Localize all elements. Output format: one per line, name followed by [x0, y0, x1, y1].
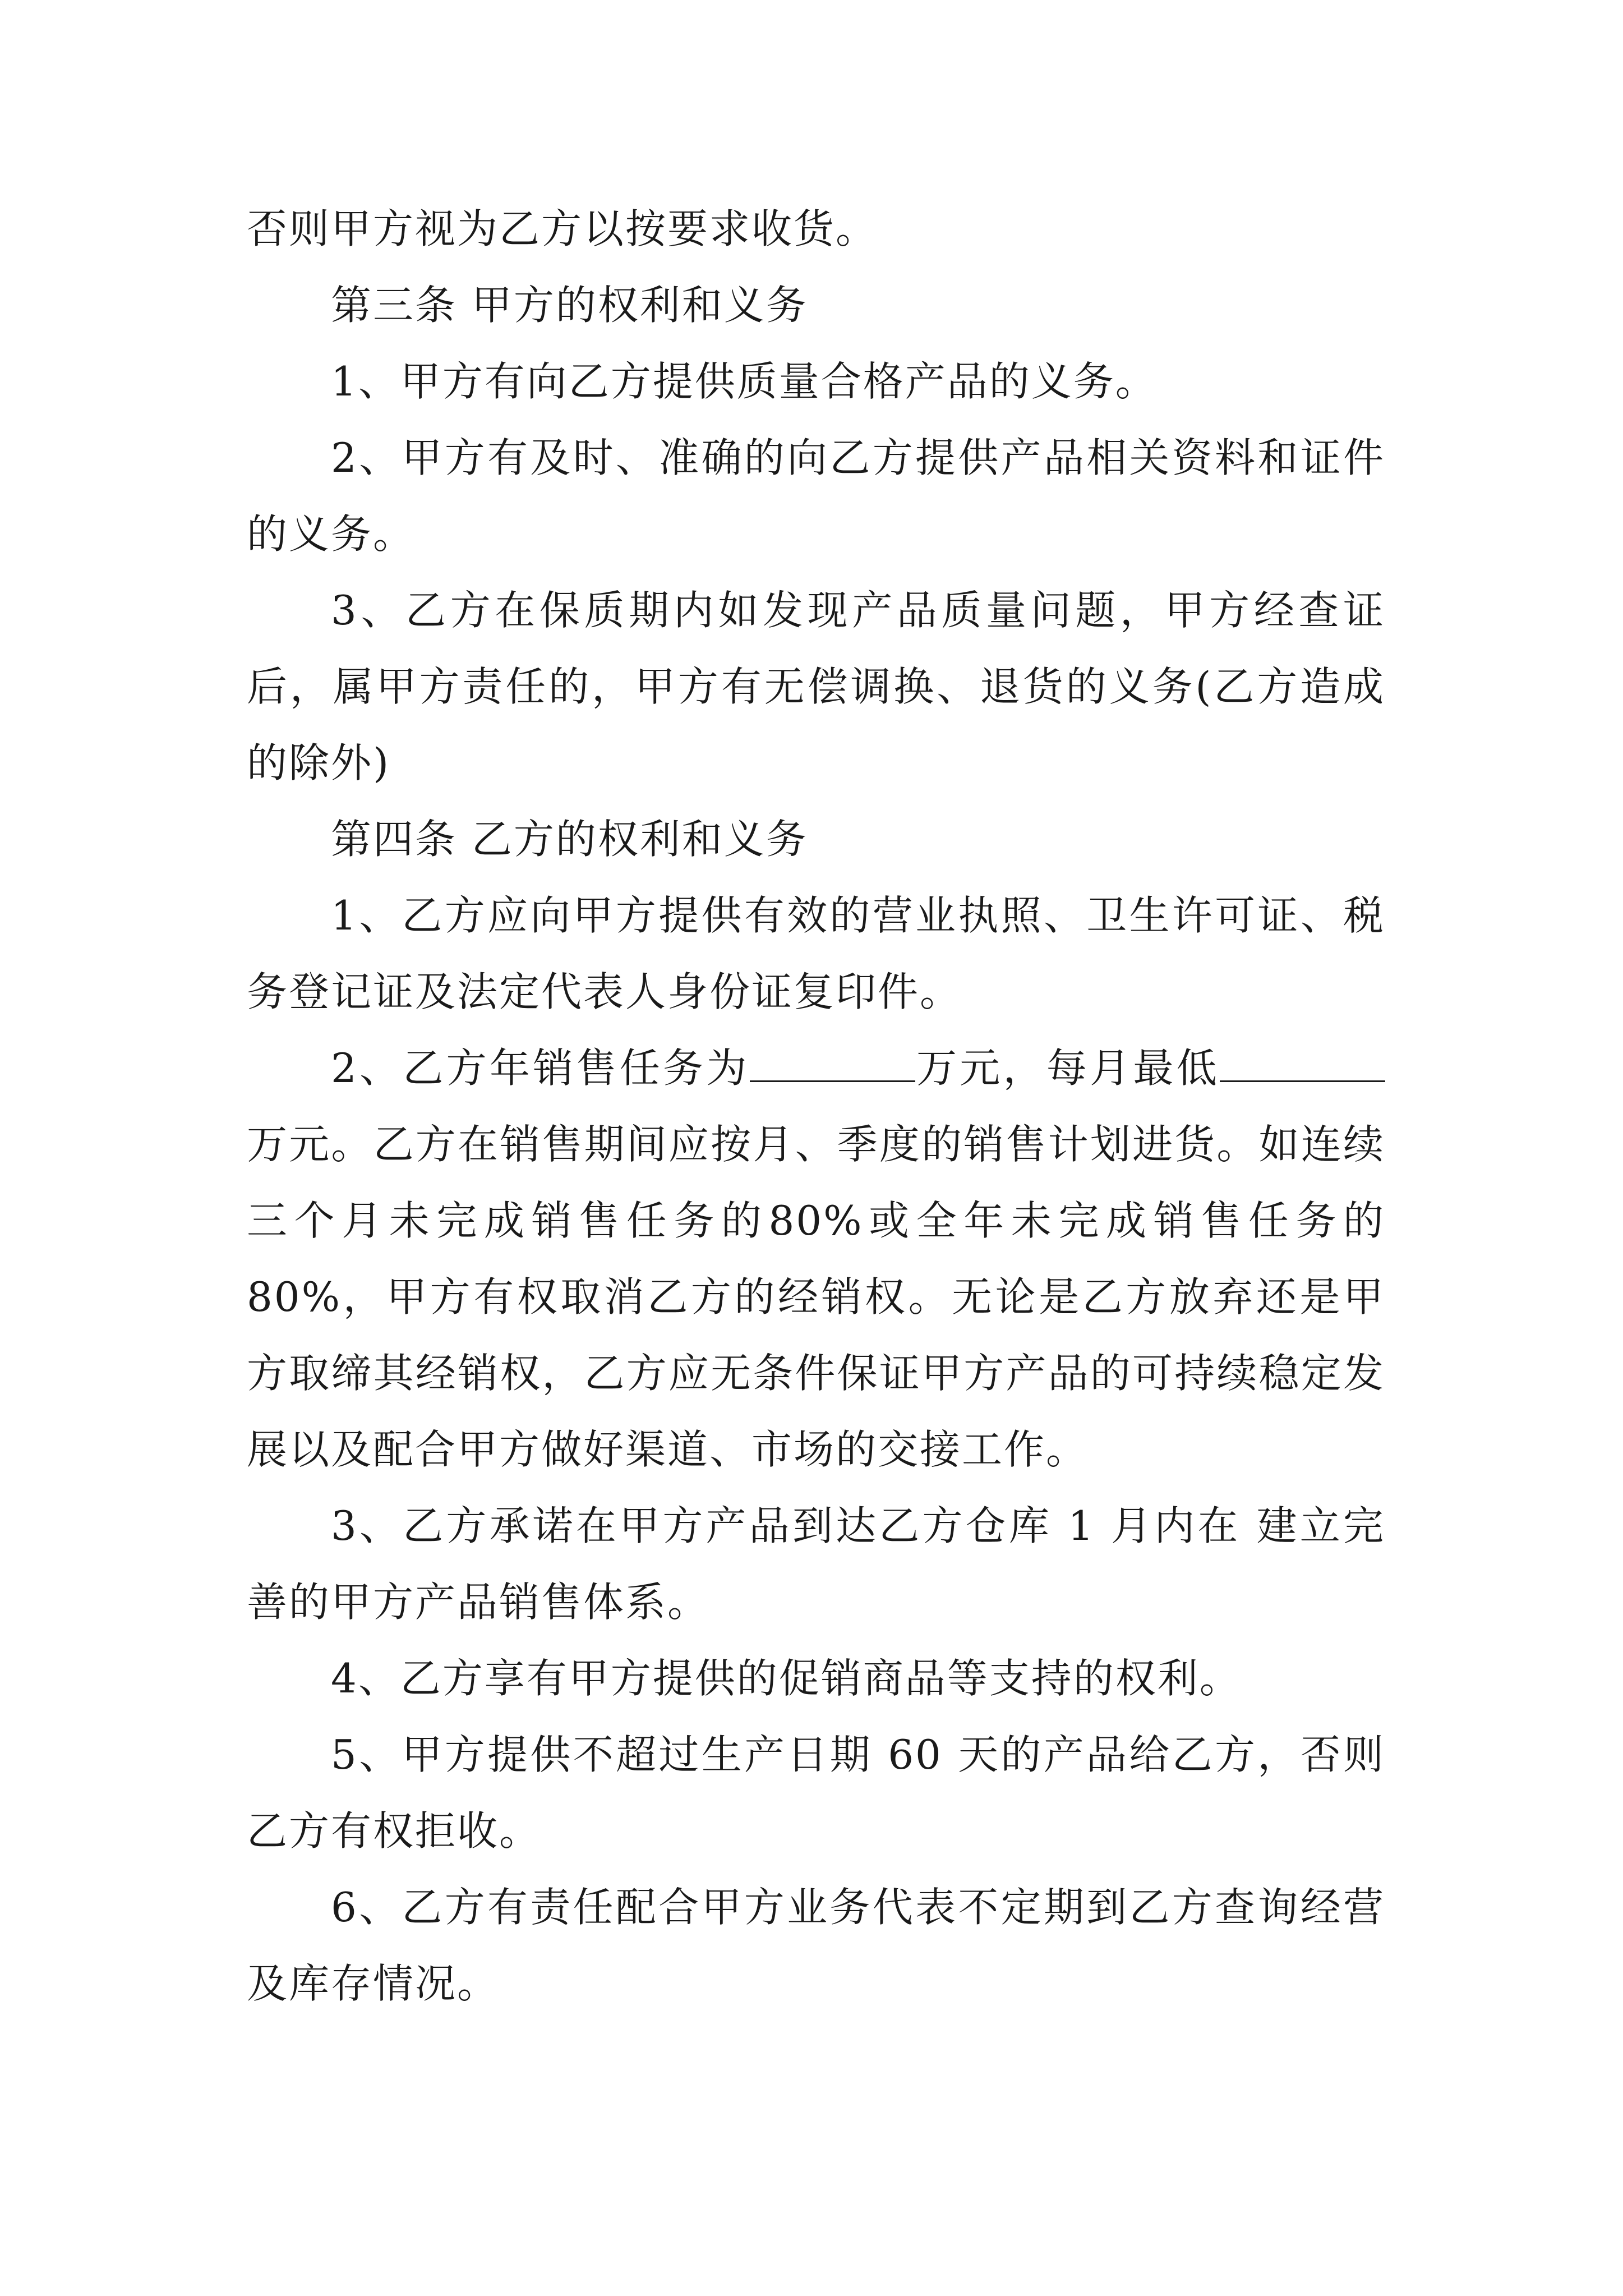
- document-page: [247, 191, 1385, 2022]
- article-4-item-3: 3、乙方承诺在甲方产品到达乙方仓库 1 月内在 建立完善的甲方产品销售体系。: [247, 1502, 1385, 1626]
- article-4-item-2-part-b: 万元，每月最低: [915, 1045, 1220, 1092]
- article-4-item-2: [247, 1030, 1385, 1488]
- article-3-item-1: 1、甲方有向乙方提供质量合格产品的义务。: [331, 358, 1158, 405]
- article-4-item-4: 4、乙方享有甲方提供的促销商品等支持的权利。: [331, 1655, 1242, 1702]
- paragraph-receipt-note: 否则甲方视为乙方以按要求收货。: [247, 205, 878, 252]
- article-3-item-2: 2、甲方有及时、准确的向乙方提供产品相关资料和证件的义务。: [247, 434, 1385, 558]
- annual-sales-blank: [750, 1049, 915, 1082]
- monthly-minimum-blank: [1220, 1049, 1385, 1082]
- article-4-title: 第四条 乙方的权利和义务: [331, 816, 808, 863]
- article-4-item-1: 1、乙方应向甲方提供有效的营业执照、卫生许可证、税务登记证及法定代表人身份证复印件。: [247, 892, 1385, 1015]
- article-4-item-2-part-a: 2、乙方年销售任务为: [331, 1045, 750, 1092]
- article-3-item-3: 3、乙方在保质期内如发现产品质量问题，甲方经查证后，属甲方责任的，甲方有无偿调换、退货的义务(乙方造成的除外): [247, 587, 1385, 786]
- article-4-item-6: 6、乙方有责任配合甲方业务代表不定期到乙方查询经营及库存情况。: [247, 1884, 1385, 2007]
- article-4-item-2-part-c: 万元。乙方在销售期间应按月、季度的销售计划进货。如连续三个月未完成销售任务的80%或全年未完成销售任务的80%，甲方有权取消乙方的经销权。无论是乙方放弃还是甲方取缔其经销权，乙方应无条件保证甲方产品的可持续稳定发展以及配合甲方做好渠道、市场的交接工作。: [247, 1121, 1385, 1473]
- article-4-item-5: 5、甲方提供不超过生产日期 60 天的产品给乙方，否则乙方有权拒收。: [247, 1731, 1385, 1855]
- article-3-title: 第三条 甲方的权利和义务: [331, 282, 808, 329]
